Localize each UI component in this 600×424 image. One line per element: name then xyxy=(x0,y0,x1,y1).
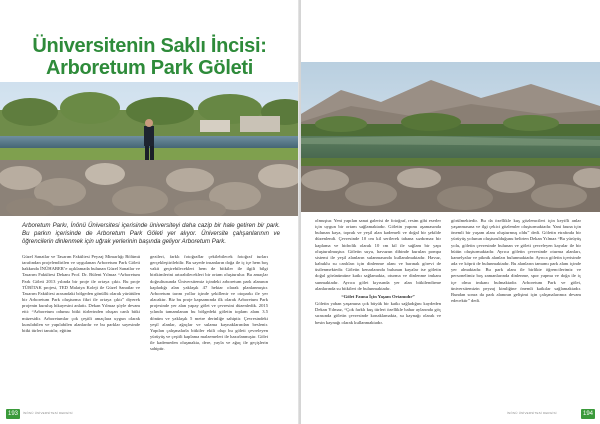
page-footer: İNÖNÜ ÜNİVERSİTESİ DERGİSİ xyxy=(23,411,73,415)
pond-photo-with-person xyxy=(0,82,299,216)
article-title-line2: Arboretum Park Göleti xyxy=(45,57,254,79)
pond-landscape-photo xyxy=(301,62,600,212)
article-title-line1: Üniversitenin Saklı İncisi: xyxy=(32,35,267,57)
left-column-2 xyxy=(150,254,268,406)
left-column-1 xyxy=(22,254,140,406)
page-number: 193 xyxy=(7,411,18,417)
paragraph: görülmektedir. Bu da özellikle kuş gözlemcileri için keyifli anlar yaşanmasına ve ilgi çekici gözlemler oluşturmaktadır. Yani fauna için önemli bir yaşam alanı oluşturmuş oldu” dedi. Göletin etrafında bir yürüyüş yolunun oluşturulduğunu belirten Dekan Yılmaz “Bu yürüyüş yolu, göletin çevresinde bulunan ve göleti çevreleyen kayalar ile bir bütün oluşturmaktadır. Ayrıca göletin çevresinde oturma alanları, kamelyalar ve piknik alanları bulunmaktadır. Ayrıca göletin içerisinde ada ve köprü de bulunmaktadır. Bu alanların tamamı park alanı içinde yer almaktadır. Bu park alanı ile birlikte öğrencilerimiz ve personelimiz boş zamanlarında dinlenme, spor yapma ve doğa ile iç içe olma imkanı bulmaktadır. Arboretum Park ve gölet, üniversitemizin peyzaj kimliğine önemli katkılar sağlamaktadır. Bundan sonra da park alanının gelişimi için çalışmalarımız devam edecektir” dedi. xyxy=(451,218,581,304)
left-page xyxy=(0,0,299,424)
paragraph: olmuştur. Yeni yapılan sanat galerisi de fotoğraf, resim gibi eserler için uygun bir ortam sağlamaktadır. Göletin yapımı aşamasında bulunan kaya, toprak ve yeşil alan kademeli ve doğal bir şekilde düzenlendi. Çevresinde 10 cm kil serilerek tabana sızdırmaz bir kaplama ve hidrolik olarak 10 cm kil ile sağlam bir yapı oluşturulmuştur. Göletin suyu, havuzun dibinde kurulan pompa sistemi ile yeşil alanların sulanmasında kullanılmaktadır. Havuz, kabuklu su canlıları için dinlenme alanı ve barınak görevi de üstlenmektedir. Göletin kenarlarında bulunan kayalar ise göletin doğal görünümüne katkı sağlamakta, oturma ve dinlenme imkanı sunmaktadır. Ayrıca gölet kıyısında yer alan bitkilendirme alanlarında su bitkileri de bulunmaktadır. xyxy=(315,218,441,291)
paragraph: gezileri, farklı fotoğraflar çekilebilecek fotoğraf turları gerçekleştirilebilir. Bu sayede insanların doğa ile iç içe hem boş vakit geçirebilecekleri hem de bitkiler ile ilgili bilgi birikimlerini artırabilecekleri bir ortam oluşturulur. Bu amaçlar doğrultusunda Üniversitemiz içindeki arboretum park alanının kapladığı alan yaklaşık 47 hektar olarak planlanmıştır. Arboretum tarım yollar içinde şekillenir ve otoparkı ile yer alacaktır. Biz bu proje kapsamında ilk olarak Arboretum Park projesinde yer alan yapay gölet ve çevresini düzenledik. 2015 yılında tamamlanan bu bölgedeki göletin toplam alanı 3.5 dönüm ve yaklaşık 5 metre derinliğe sahiptir. Çevresindeki yeşil alanlar, ağaçlar ve sulama kaynaklarından beslenir. Yapılan çalışmalarla bitkiler ekili olup bu göleti çevreleyen yürüyüş ve çeşitli kaplama malzemeleri ile hazırlanmıştır. Gölet ile kademeden oluşmakta, dere, yayla ve ağaç ile geçişlerin sahiptir. xyxy=(150,254,268,352)
page-footer: İNÖNÜ ÜNİVERSİTESİ DERGİSİ xyxy=(507,411,557,415)
article-intro: Arboretum Parkı, İnönü Üniversitesi içerisinde üniversiteyi daha cazip bir hale getiren bir park. Bu parkın içerisinde de Arboretum Park Göleti yer alıyor. Üniversite çalışanlarının ve öğrencilerin dinlenmek için uğrak yerlerinin başında geliyor Arboretum Park. xyxy=(22,222,280,245)
paragraph: Göletin yaban yaşamına çok büyük bir katkı sağladığını kaydeden Dekan Yılmaz, “Çok farklı kuş türleri özellikle bahar aylarında göç sırasında göletin çevresinde konaklamakta, su kaynağı olarak ve besin kaynağı olarak kullanmaktadır. xyxy=(315,301,441,325)
subheading: “Gölet Fauna İçin Yaşam Ortamıdır” xyxy=(341,293,415,299)
paragraph: Güzel Sanatlar ve Tasarım Fakültesi Peyzaj Mimarlığı Bölümü tarafından projelendirilen ve uygulanan Arboretum Park Göleti hakkında İNÜHABER’e açıklamada bulunan Güzel Sanatlar ve Tasarım Fakültesi Dekanı Prof. Dr. Bülent Yılmaz “Arboretum Park Göleti 2013 yılında bir proje ile ortaya çıktı. Bu proje TÜBİTAK projesi, TED Malatya Koleji ile Güzel Sanatlar ve Tasarım Fakültesi arasındaki bölgeden gönüllü olarak yürütülen bir Arboretum Park oluşturma fikri ile ortaya çıktı” diyerek projenin kuruluş hikayesini anlattı. Dekan Yılmaz şöyle devam etti: “Arboretum odunsu bitki türlerinden oluşan canlı bitki müzesidir. Arboretumlar çok çeşitli amaçlara uygun olarak kurulabilen ve yapılabilen alanlardır ve bu parklar sayesinde bitki türleri tanıtılır, eğitim xyxy=(22,254,140,333)
right-column-1 xyxy=(315,218,441,406)
right-page xyxy=(301,0,600,424)
right-column-2 xyxy=(451,218,581,406)
page-number: 194 xyxy=(582,411,593,417)
